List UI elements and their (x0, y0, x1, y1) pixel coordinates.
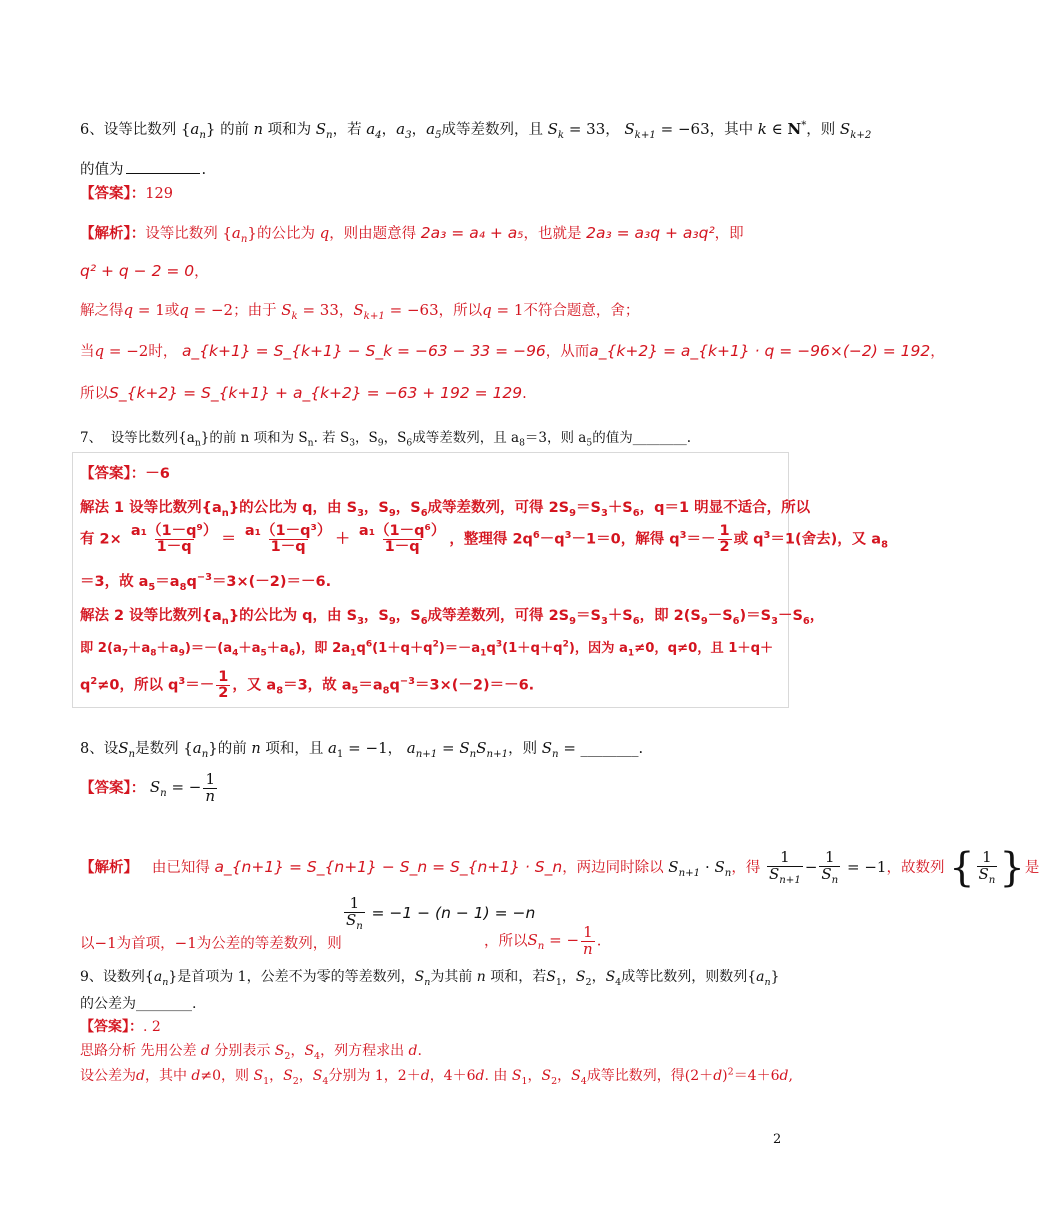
q6-solution-line2: q² + q − 2 = 0， (80, 262, 209, 280)
q7-method1-line1: 解法 1 设等比数列$\{a_n\}$的公比为 q，由 $S_3$，$S_9$，$S_6$成等差数列，可得 $2S_9=S_3+S_6$，q＝1 明显不适合，所以 (80, 500, 811, 519)
q8-statement: 8、设$S_n$是数列 $\{a_n\}$的前 n 项和，且 $a_1 = -1$， $a_{n+1} = S_nS_{n+1}$，则 $S_n$ = ________. (80, 739, 644, 760)
q6-solution-line4: 当q = −2时， a_{k+1} = S_{k+1} − S_k = −63 − 33 = −96，从而a_{k+2} = a_{k+1} · q = −96×(−2) = 192， (80, 342, 945, 360)
q6-answer: 【答案】：129 (80, 185, 173, 202)
q8-solution-line2-tail: ，所以$S_n$ = − $\frac{1}{n}$ . (484, 923, 602, 958)
q7-method1-line3: ＝3，故 $a_5=a_8q^{-3}=3\times(-2)=-6$. (80, 572, 332, 593)
q7-method2-line3: $q^2\ne 0$，所以 $q^3=-$ $\frac{1}{2}$ ，又 $a_8=3$，故 $a_5=a_8q^{-3}=3\times(-2)=-6$. (80, 669, 535, 702)
q6-solution-line1: 【解析】：设等比数列 $\{a_n\}$的公比为 q，则由题意得 2a₃ = a₄ + a₅，也就是 2a₃ = a₃q + a₃q²，即 (80, 224, 744, 245)
q6-solution-line3: 解之得q = 1或q = −2；由于 $S_k = 33$，$S_{k+1} = -63$，所以q = 1不符合题意，舍； (80, 301, 640, 322)
q9-statement-line1: 9、设数列$\{a_n\}$是首项为 1，公差不为零的等差数列，$S_n$为其前 n 项和，若$S_1$，$S_2$，$S_4$成等比数列，则数列$\{a_n\}$ (80, 969, 780, 988)
fraction: $\frac{\text{a₁（1－q⁹）}}{1-q}$ (130, 523, 218, 556)
q7-answer: 【答案】：－6 (80, 466, 170, 482)
q7-statement: 7、 设等比数列$\{a_n\}$的前 n 项和为 $S_n$. 若 $S_3$，$S_9$，$S_6$成等差数列，且 $a_8=3$，则 $a_5$的值为________. (80, 430, 691, 449)
fraction-half: $\frac{1}{2}$ (218, 669, 229, 702)
page-number: 2 (773, 1132, 782, 1147)
q8-solution-line2: 以−1为首项，−1为公差的等差数列，则 (80, 934, 342, 952)
fraction-half: $\frac{1}{2}$ (719, 523, 730, 556)
q6-solution-line5: 所以S_{k+2} = S_{k+1} + a_{k+2} = −63 + 192 = 129. (80, 384, 527, 402)
q8-answer: 【答案】： $S_n$ = − $\frac{1}{n}$ (80, 770, 216, 805)
q6-statement-line2: 的值为 . (80, 162, 207, 178)
q6-statement-line1: 6、设等比数列 $\{a_n\}$ 的前 n 项和为 $S_n$，若 $a_4$，$a_3$，$a_5$成等差数列，且 $S_k = 33$， $S_{k+1} = -63$，其中 k ∈ N*，则 $S_{k+2}$ (80, 120, 872, 141)
fraction: $\frac{\text{a₁（1－q⁶）}}{1-q}$ (358, 523, 446, 556)
q8-solution-line1: 【解析】 由已知得 a_{n+1} = S_{n+1} − S_n = S_{n+1} · S_n，两边同时除以 $S_{n+1} \cdot S_n$，得 $\frac{1}{S_{n+1}}$ − $\frac{1}{S_n}$ = −1，故数列 { $\frac{1}{S_n}$ }是 (80, 845, 1039, 891)
q7-method1-line2: 有 2× $\frac{\text{a₁（1－q⁹）}}{1-q}$ ＝ $\frac{\text{a₁（1－q³）}}{1-q}$ ＋ $\frac{\text{a₁（1－q⁶）}}{1-q}$ ，整理得 $2q^6-q^3-1=0$，解得 $q^3=-$ $\frac{1}{2}$ 或 $q^3=1$(舍去)，又 $a_8$ (80, 523, 888, 556)
q9-solution: 设公差为d，其中 d≠0，则 $S_1$，$S_2$，$S_4$分别为 1，2＋d，4＋6d. 由 $S_1$，$S_2$，$S_4$成等比数列，得$(2+d)^2=4+6d$, (80, 1066, 793, 1087)
q7-method2-line2: 即 $2(a_7+a_8+a_9)=-(a_4+a_5+a_6)$，即 $2a_1q^6(1+q+q^2)=-a_1q^3(1+q+q^2)$，因为 $a_1\ne 0$，q≠0，且 1＋q＋ (80, 639, 774, 659)
q9-analysis: 思路分析 先用公差 d 分别表示 $S_2$，$S_4$，列方程求出 d. (80, 1043, 422, 1062)
math-an: $\{a_n\}$ (180, 120, 216, 141)
q7-method2-line1: 解法 2 设等比数列$\{a_n\}$的公比为 q，由 $S_3$，$S_9$，$S_6$成等差数列，可得 $2S_9=S_3+S_6$，即 $2(S_9-S_6)=S_3-S_6$， (80, 608, 825, 627)
fraction: $\frac{\text{a₁（1－q³）}}{1-q}$ (244, 523, 332, 556)
q9-answer: 【答案】：. 2 (80, 1019, 161, 1035)
q8-solution-line2-formula: $\frac{1}{S_n}$ = −1 − (n − 1) = −n (346, 894, 536, 932)
q9-statement-line2: 的公差为________. (80, 996, 197, 1012)
